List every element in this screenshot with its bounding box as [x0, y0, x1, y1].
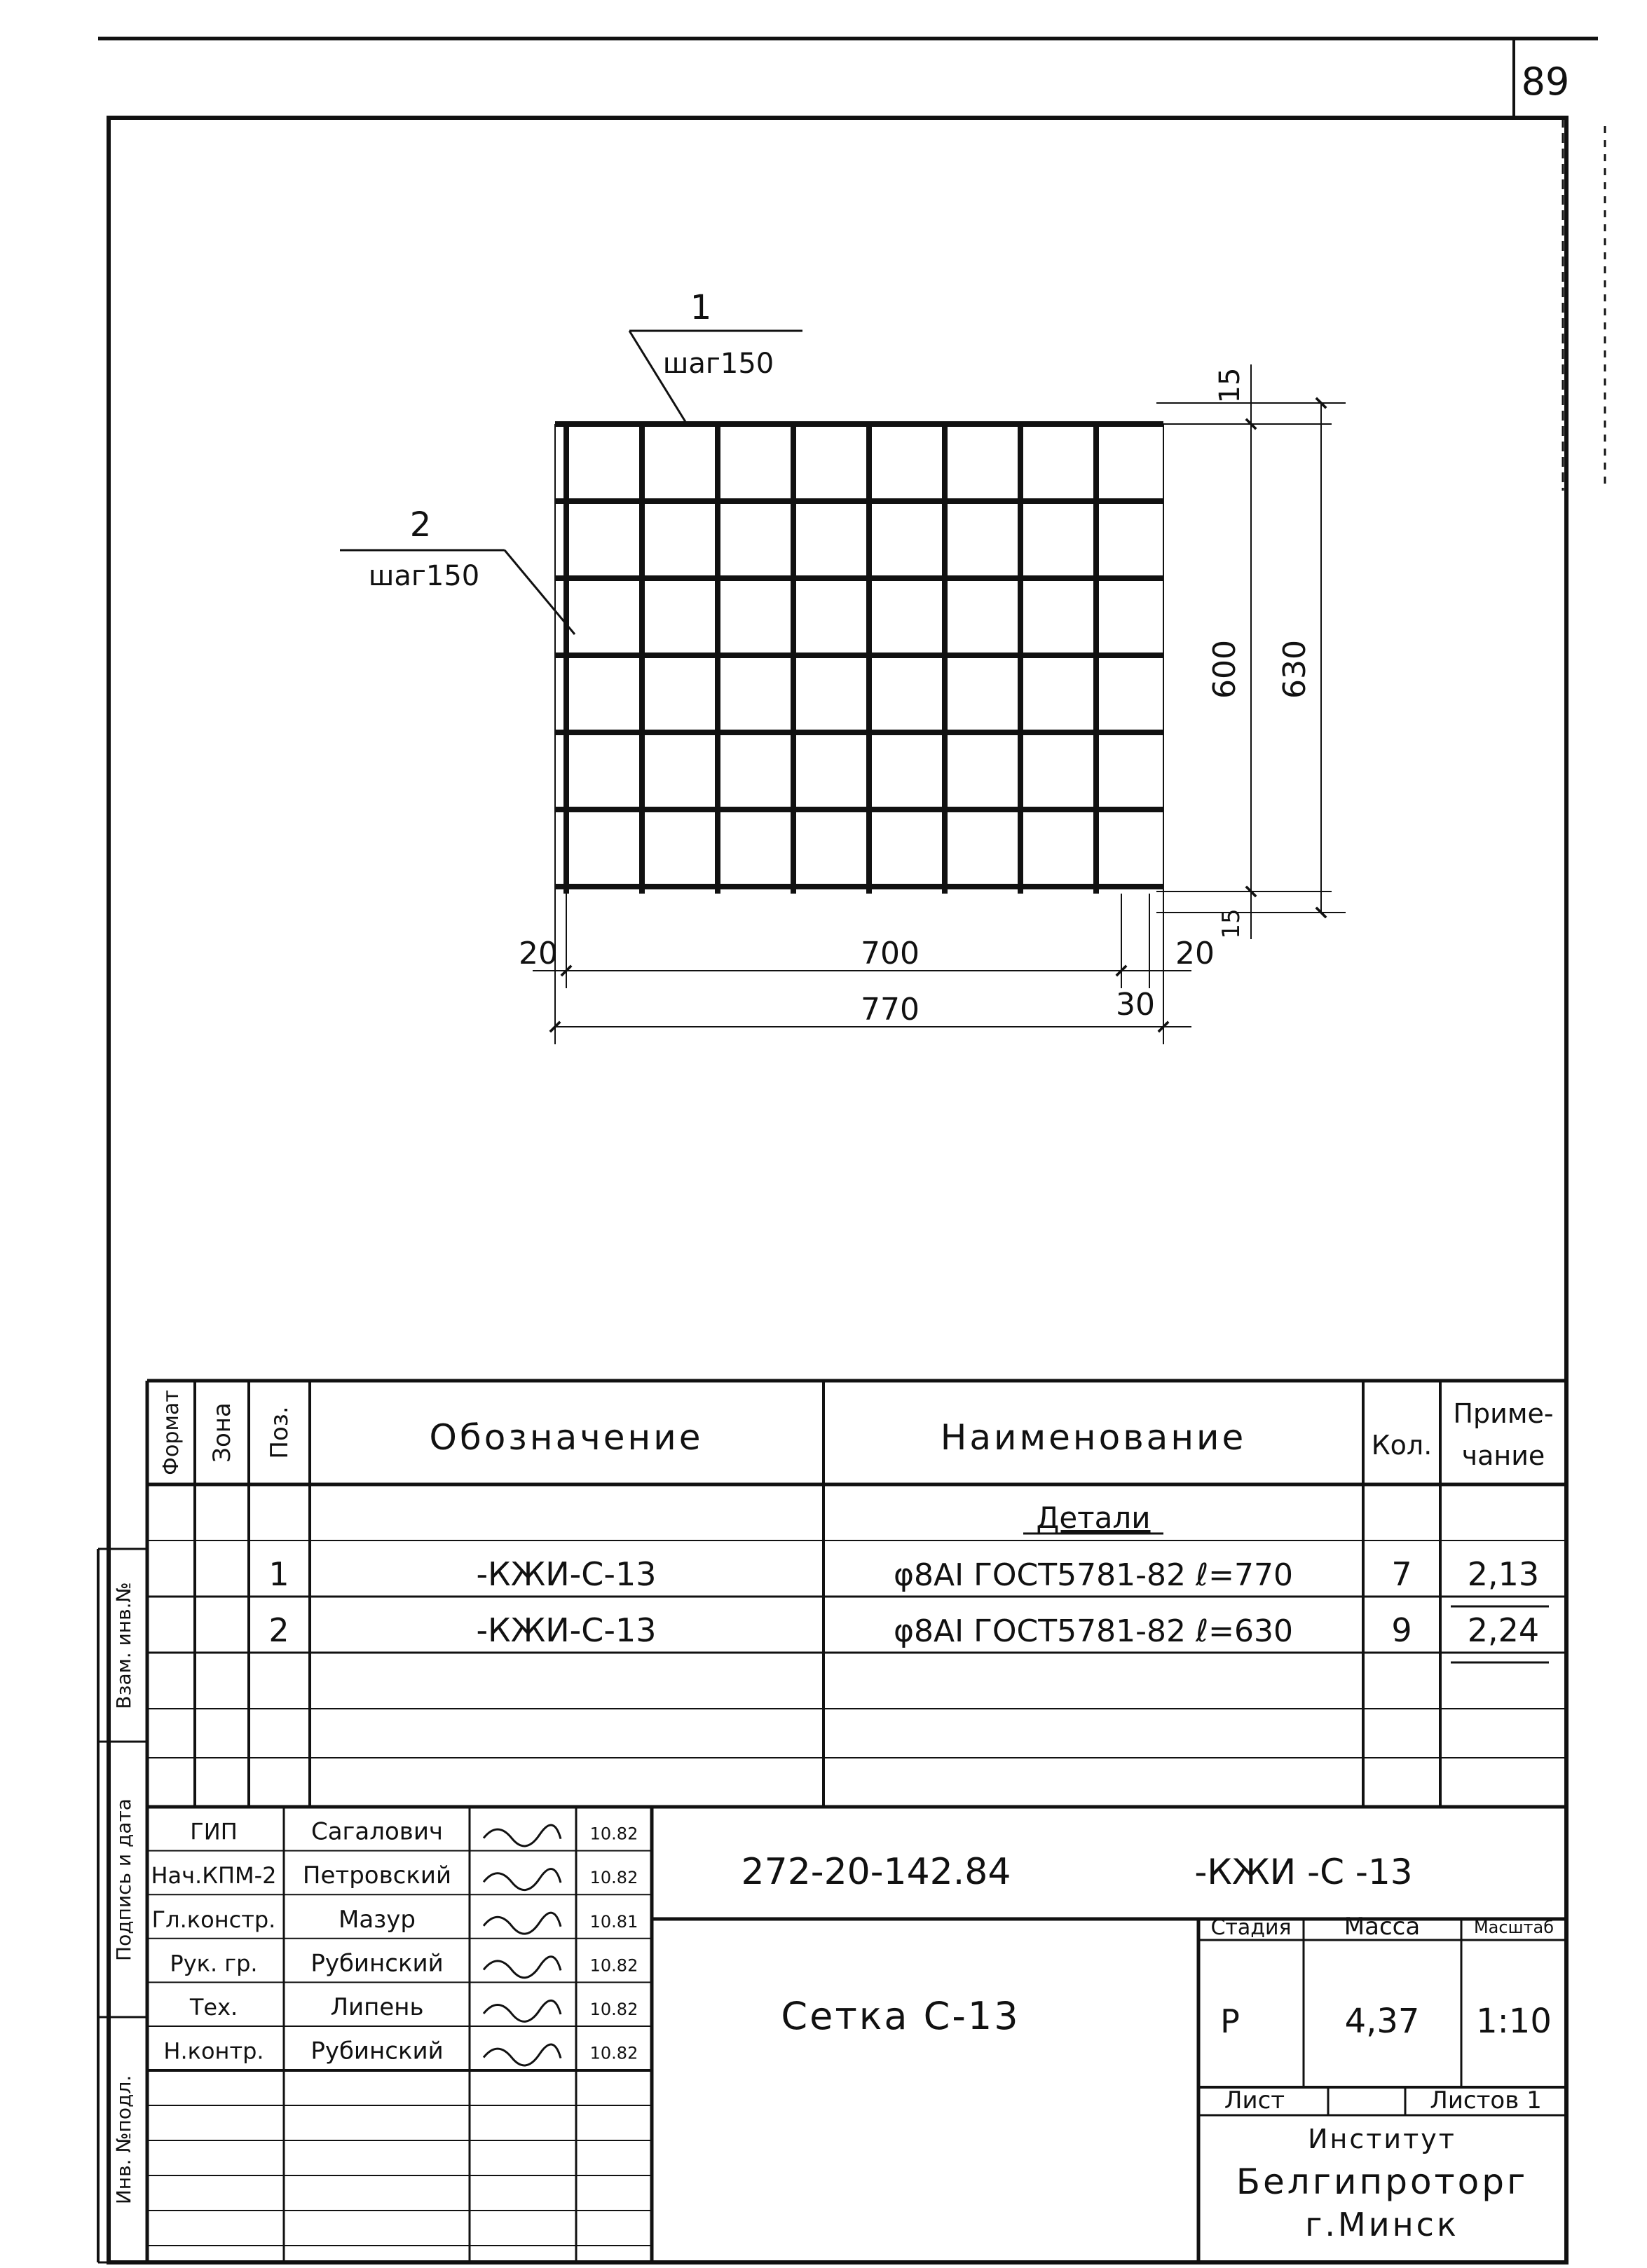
approval-role: Рук. гр.: [170, 1950, 258, 1977]
signature-mark: [484, 2044, 561, 2065]
side-label-vzam: Взам. инв.№: [112, 1582, 135, 1709]
row-2-name: φ8АI ГОСТ5781-82 ℓ=630: [893, 1613, 1294, 1649]
approval-date: 10.82: [589, 2043, 638, 2063]
row-1-name: φ8АI ГОСТ5781-82 ℓ=770: [893, 1557, 1294, 1593]
header-qty: Кол.: [1371, 1430, 1433, 1461]
dim-left-offset: 20: [519, 936, 558, 971]
mass-label: Масса: [1344, 1913, 1421, 1941]
approval-name: Петровский: [302, 1861, 452, 1890]
org-line-3: г.Минск: [1305, 2206, 1459, 2243]
header-note-2: чание: [1461, 1440, 1545, 1471]
drawing-title: Сетка С-13: [781, 1994, 1020, 2038]
signature-mark: [484, 1957, 561, 1978]
approval-name: Рубинский: [310, 2037, 444, 2065]
approval-role: Гл.констр.: [151, 1906, 276, 1933]
table-row: [268, 1555, 1539, 1593]
callout-1-pos: 1: [690, 288, 712, 327]
sheet-number: 89: [1521, 60, 1570, 104]
dim-inner-height: 600: [1207, 640, 1243, 699]
stage-label: Стадия: [1210, 1915, 1292, 1940]
side-strip: [98, 1549, 147, 2262]
header-format: Формат: [159, 1390, 184, 1475]
header-zone: Зона: [208, 1402, 236, 1463]
document-code: 272-20-142.84: [741, 1851, 1011, 1893]
approval-name: Рубинский: [310, 1949, 444, 1978]
dim-right-extra: 30: [1116, 987, 1155, 1023]
row-2-designation: -КЖИ-С-13: [476, 1611, 657, 1649]
table-row: [268, 1611, 1539, 1649]
callout-1-step: шаг150: [662, 348, 774, 380]
row-2-qty: 9: [1391, 1611, 1412, 1649]
header-name: Наименование: [940, 1417, 1247, 1458]
signature-mark: [484, 1825, 561, 1846]
approval-date: 10.82: [589, 1868, 638, 1888]
dim-outer-width: 770: [861, 992, 920, 1027]
dim-inner-width: 700: [861, 936, 920, 971]
callout-pos-1: [629, 288, 802, 424]
header-note-1: Приме-: [1453, 1398, 1554, 1429]
approval-date: 10.82: [589, 2000, 638, 2019]
row-1-note: 2,13: [1467, 1555, 1540, 1593]
row-2-pos: 2: [268, 1611, 289, 1649]
side-label-inv: Инв. №подл.: [112, 2075, 135, 2205]
dim-top-offset: 15: [1214, 367, 1246, 404]
sheets-label: Листов 1: [1430, 2086, 1542, 2115]
approval-name: Мазур: [339, 1905, 416, 1934]
sheet-label: Лист: [1224, 2086, 1285, 2115]
dim-bottom-offset: 15: [1217, 908, 1245, 939]
scale-value: 1:10: [1476, 2002, 1552, 2041]
header-designation: Обозначение: [429, 1417, 704, 1458]
dim-outer-height: 630: [1277, 640, 1313, 699]
section-details: Детали: [1036, 1501, 1151, 1535]
approval-name: Сагалович: [310, 1817, 444, 1846]
stage-value: Р: [1220, 2002, 1240, 2040]
signature-mark: [484, 2000, 561, 2021]
header-pos: Поз.: [266, 1406, 294, 1459]
scale-label: Масштаб: [1473, 1918, 1554, 1937]
approval-role: Тех.: [189, 1994, 238, 2021]
callout-2-step: шаг150: [368, 560, 480, 592]
dim-right-offset: 20: [1175, 936, 1215, 971]
approval-role: Н.контр.: [163, 2037, 264, 2065]
org-line-1: Институт: [1308, 2124, 1456, 2154]
signature-mark: [484, 1913, 561, 1934]
row-1-pos: 1: [268, 1555, 289, 1593]
org-line-2: Белгипроторг: [1236, 2161, 1529, 2202]
callout-2-pos: 2: [409, 505, 432, 545]
approval-date: 10.81: [589, 1911, 638, 1932]
row-1-qty: 7: [1391, 1555, 1412, 1593]
row-1-designation: -КЖИ-С-13: [476, 1555, 657, 1593]
approval-role: Нач.КПМ-2: [151, 1862, 277, 1890]
signature-mark: [484, 1869, 561, 1890]
mesh-bars: [555, 424, 1163, 894]
mass-value: 4,37: [1344, 2002, 1420, 2041]
approval-role: ГИП: [190, 1818, 238, 1845]
vertical-dimensions: [1156, 364, 1346, 939]
approval-name: Липень: [330, 1993, 424, 2021]
mesh-drawing: [340, 288, 1346, 1044]
callout-pos-2: [340, 505, 575, 634]
side-label-podpis: Подпись и дата: [112, 1798, 135, 1961]
row-2-note: 2,24: [1467, 1611, 1540, 1649]
document-code-suffix: -КЖИ -С -13: [1194, 1852, 1413, 1892]
approval-date: 10.82: [589, 1955, 638, 1976]
approval-date: 10.82: [589, 1824, 638, 1844]
title-block: [147, 1807, 1566, 2262]
